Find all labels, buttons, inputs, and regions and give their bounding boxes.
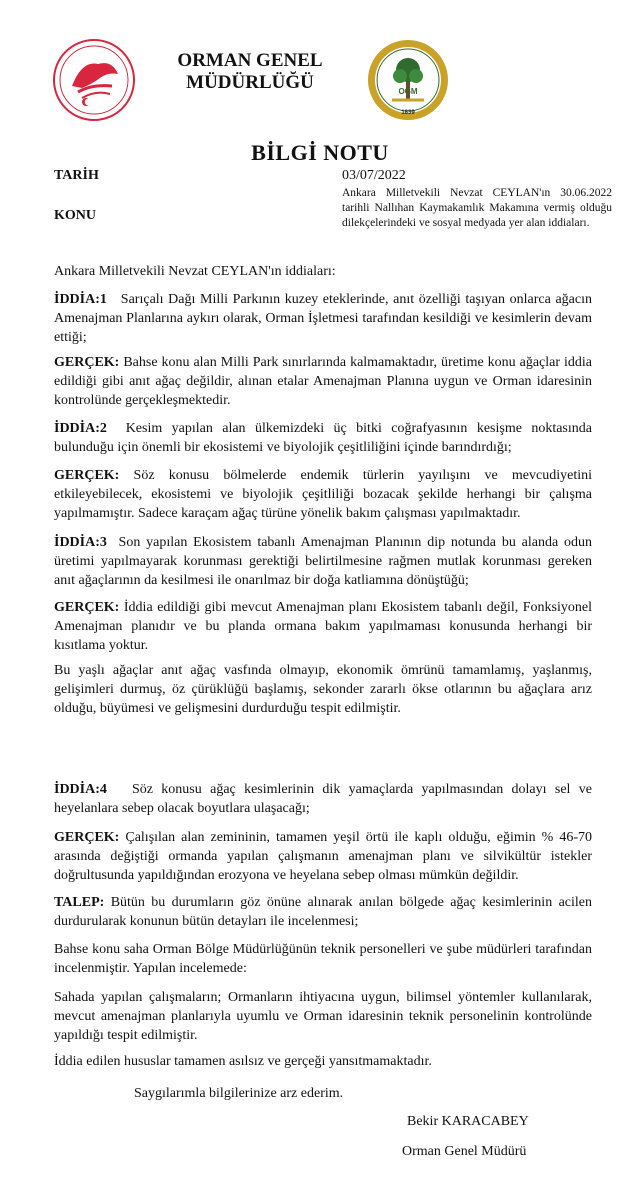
claim-4-text: Söz konusu ağaç kesimlerinin dik yamaçlarda yapılmasından dolayı sel ve heyelanlara sebep olacak boyutlara ulaşacağı;	[54, 782, 593, 816]
fact-3-paragraph	[54, 598, 592, 655]
claim-3-paragraph	[54, 533, 592, 590]
claim-1-label: İDDİA:1	[54, 292, 107, 307]
ministry-emblem	[52, 38, 136, 122]
fact-2-paragraph	[54, 466, 592, 523]
request-text: Bütün bu durumların göz önüne alınarak anılan bölgede ağaç kesimlerinin acilen durdurularak konunun bütün detayları ile incelenmesi;	[54, 895, 593, 929]
claim-3-text: Son yapılan Ekosistem tabanlı Amenajman Planının dip notunda bu alanda odun üretimi yapılmayarak korunması gerektiği belirtilmesine rağmen mutlak korunması gereken anıt ağaçlarının da kesilmesi ile onarılmaz bir doğa katliamına dönüştüğü;	[54, 535, 592, 588]
fact-2-label: GERÇEK:	[54, 468, 120, 483]
fact-4-paragraph	[54, 828, 592, 885]
fact-1-label: GERÇEK:	[54, 355, 120, 370]
fact-3-label: GERÇEK:	[54, 600, 120, 615]
request-label: TALEP:	[54, 895, 105, 910]
fact-4-label: GERÇEK:	[54, 830, 120, 845]
conclusion-paragraph: İddia edilen hususlar tamamen asılsız ve gerçeği yansıtmamaktadır.	[54, 1054, 432, 1069]
document-title: BİLGİ NOTU	[251, 140, 389, 165]
fact-1-text: Bahse konu alan Milli Park sınırlarında kalmamaktadır, üretime konu ağaçlar iddia edildiği gibi anıt ağaç değildir, alınan etalar Amenajman Planına uygun ve Orman idaresinin kontrolünde gerçekleşmektedir.	[54, 355, 592, 408]
claim-3-label: İDDİA:3	[54, 535, 107, 550]
claim-4-label: İDDİA:4	[54, 782, 107, 797]
date-value: 03/07/2022	[342, 168, 406, 183]
signatory-name: Bekir KARACABEY	[407, 1114, 529, 1129]
subject-label: KONU	[54, 208, 96, 223]
claim-4-paragraph	[54, 780, 592, 818]
subject-text: Ankara Milletvekili Nevzat CEYLAN'ın 30.06.2022 tarihli Nallıhan Kaymakamlık Makamına vermiş olduğu dilekçelerindeki ve sosyal medyada yer alan iddiaları.	[342, 187, 612, 229]
claim-2-text: Kesim yapılan alan ülkemizdeki üç bitki coğrafyasının kesişme noktasında bulunduğu için önemli bir ekosistemi ve biyolojik çeşitliliğini içinde barındırdığı;	[54, 421, 592, 455]
assessment-paragraph: Bu yaşlı ağaçlar anıt ağaç vasfında olmayıp, ekonomik ömrünü tamamlamış, yaşlanmış, gelişimleri durmuş, öz çürüklüğü başlamış, sekonder zararlı ökse otlarının bu ağaçlara arız olduğu, büyümesi ve gelişmesini durdurduğu tespit edilmiştir.	[54, 663, 592, 716]
org-name-line1: ORMAN GENEL	[177, 50, 323, 71]
claim-1-text: Sarıçalı Dağı Milli Parkının kuzey eteklerinde, anıt özelliği taşıyan onlarca ağacın Amenajman Planlarına aykırı olarak, Orman İşletmesi tarafından kesildiği ve kesimlerin devam ettiği;	[54, 292, 593, 345]
ogm-initials: OGM	[398, 87, 418, 96]
claim-2-label: İDDİA:2	[54, 421, 107, 436]
signatory-title: Orman Genel Müdürü	[402, 1144, 527, 1159]
claim-2-paragraph	[54, 419, 592, 457]
ogm-logo	[366, 38, 450, 122]
fact-3-text: İddia edildiği gibi mevcut Amenajman planı Ekosistem tabanlı değil, Fonksiyonel Amenajman planıdır ve bu planda ormana bakım yapılmaması konusunda herhangi bir kısıtlama yoktur.	[54, 600, 593, 653]
claim-1-paragraph	[54, 290, 592, 347]
request-paragraph	[54, 893, 592, 931]
closing-line: Saygılarımla bilgilerinize arz ederim.	[134, 1086, 344, 1101]
fact-2-text: Söz konusu bölmelerde endemik türlerin yayılışını ve mevcudiyetini etkileyebilecek, ekosistemi ve biyolojik çeşitliliği bozacak şekilde herhangi bir çalışma yapılmamıştır. Sadece karaçam ağaç türüne yönelik bakım çalışması yapılmaktadır.	[54, 468, 593, 521]
organization-name	[140, 50, 360, 94]
fact-4-text: Çalışılan alan zemininin, tamamen yeşil örtü ile kaplı olduğu, eğimin % 46-70 arasında değiştiği ormanda yapılan çalışmanın amenajman planı ve silvikültür istekler doğrultusunda yapıldığından erozyona ve heyelana sebep olması mümkün değildir.	[54, 830, 592, 883]
date-label: TARİH	[54, 168, 99, 183]
ogm-year: 1839	[401, 110, 415, 116]
intro-paragraph: Ankara Milletvekili Nevzat CEYLAN'ın iddiaları:	[54, 264, 336, 279]
org-name-line2: MÜDÜRLÜĞÜ	[186, 72, 314, 93]
fact-1-paragraph	[54, 353, 592, 410]
inspection-paragraph: Bahse konu saha Orman Bölge Müdürlüğünün teknik personelleri ve şube müdürleri tarafından incelenmiştir. Yapılan incelemede:	[54, 942, 592, 976]
findings-paragraph: Sahada yapılan çalışmaların; Ormanların ihtiyacına uygun, bilimsel yöntemler kullanılarak, mevcut amenajman planlarıyla uyumlu ve Orman idaresinin teknik personelinin kontrolünde yapıldığı tespit edilmiştir.	[54, 990, 592, 1043]
